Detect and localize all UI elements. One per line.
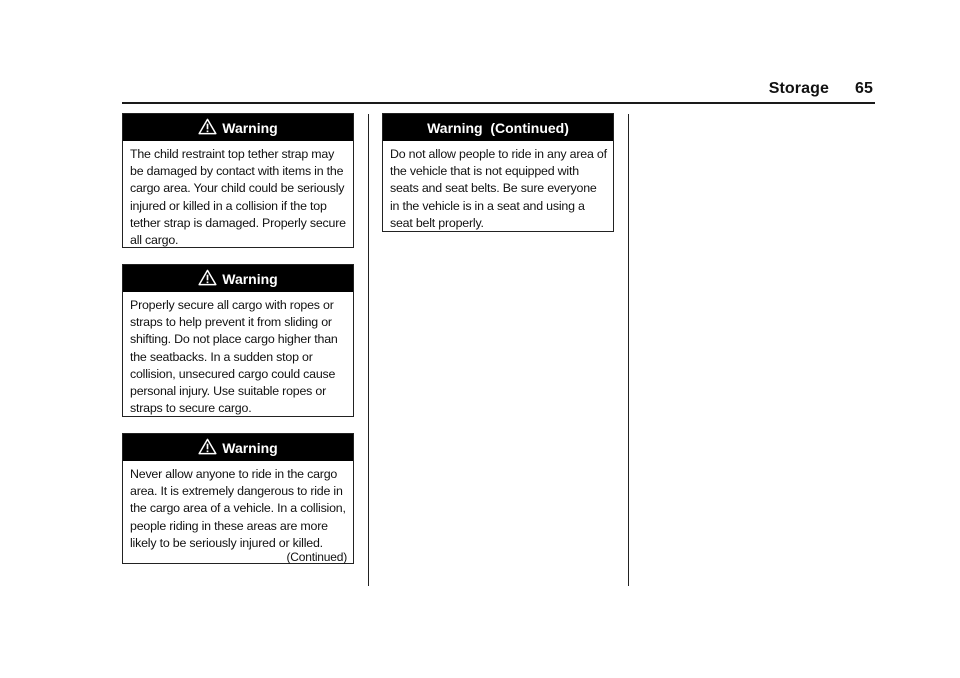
warning-box-continued [382, 113, 614, 232]
warning-triangle-icon [198, 118, 217, 135]
warning-triangle-icon [198, 438, 217, 455]
warning-text: Do not allow people to ride in any area of the vehicle that is not equipped with seats and seat belts. Be sure everyone in the vehicle is in a seat and using a seat belt properly. [390, 147, 607, 230]
column-divider-right [628, 114, 629, 586]
warning-header [123, 114, 353, 141]
section-title: Storage [768, 80, 829, 97]
warning-box-secure-cargo [122, 264, 354, 417]
warning-header [123, 434, 353, 461]
warning-box-tether [122, 113, 354, 248]
warning-title: Warning [222, 439, 278, 456]
header-divider [122, 102, 875, 104]
warning-title: Warning [222, 270, 278, 287]
warning-text [123, 461, 353, 570]
continued-label: (Continued) [286, 550, 347, 565]
warning-triangle-icon [198, 269, 217, 286]
warning-header [123, 265, 353, 292]
warning-header [383, 114, 613, 141]
page-number: 65 [855, 80, 873, 97]
warning-title: Warning (Continued) [427, 119, 569, 136]
warning-text: Properly secure all cargo with ropes or straps to help prevent it from sliding or shifting. Do not place cargo higher than the seatbacks. In a sudden stop or collision, unsecured cargo could cause personal injury. Use suitable ropes or straps to secure cargo. [130, 298, 338, 416]
warning-text: The child restraint top tether strap may be damaged by contact with items in the cargo area. Your child could be seriously injured or killed in a collision if the top tether strap is damaged. Properly secure all cargo. [130, 147, 346, 248]
page-header [769, 80, 873, 98]
warning-text-content: Never allow anyone to ride in the cargo area. It is extremely dangerous to ride in the cargo area of a vehicle. In a collision, people riding in these areas are more likely to be seriously injured or killed. [130, 467, 346, 550]
warning-title: Warning [222, 119, 278, 136]
warning-box-cargo-riding [122, 433, 354, 564]
column-divider-left [368, 114, 369, 586]
